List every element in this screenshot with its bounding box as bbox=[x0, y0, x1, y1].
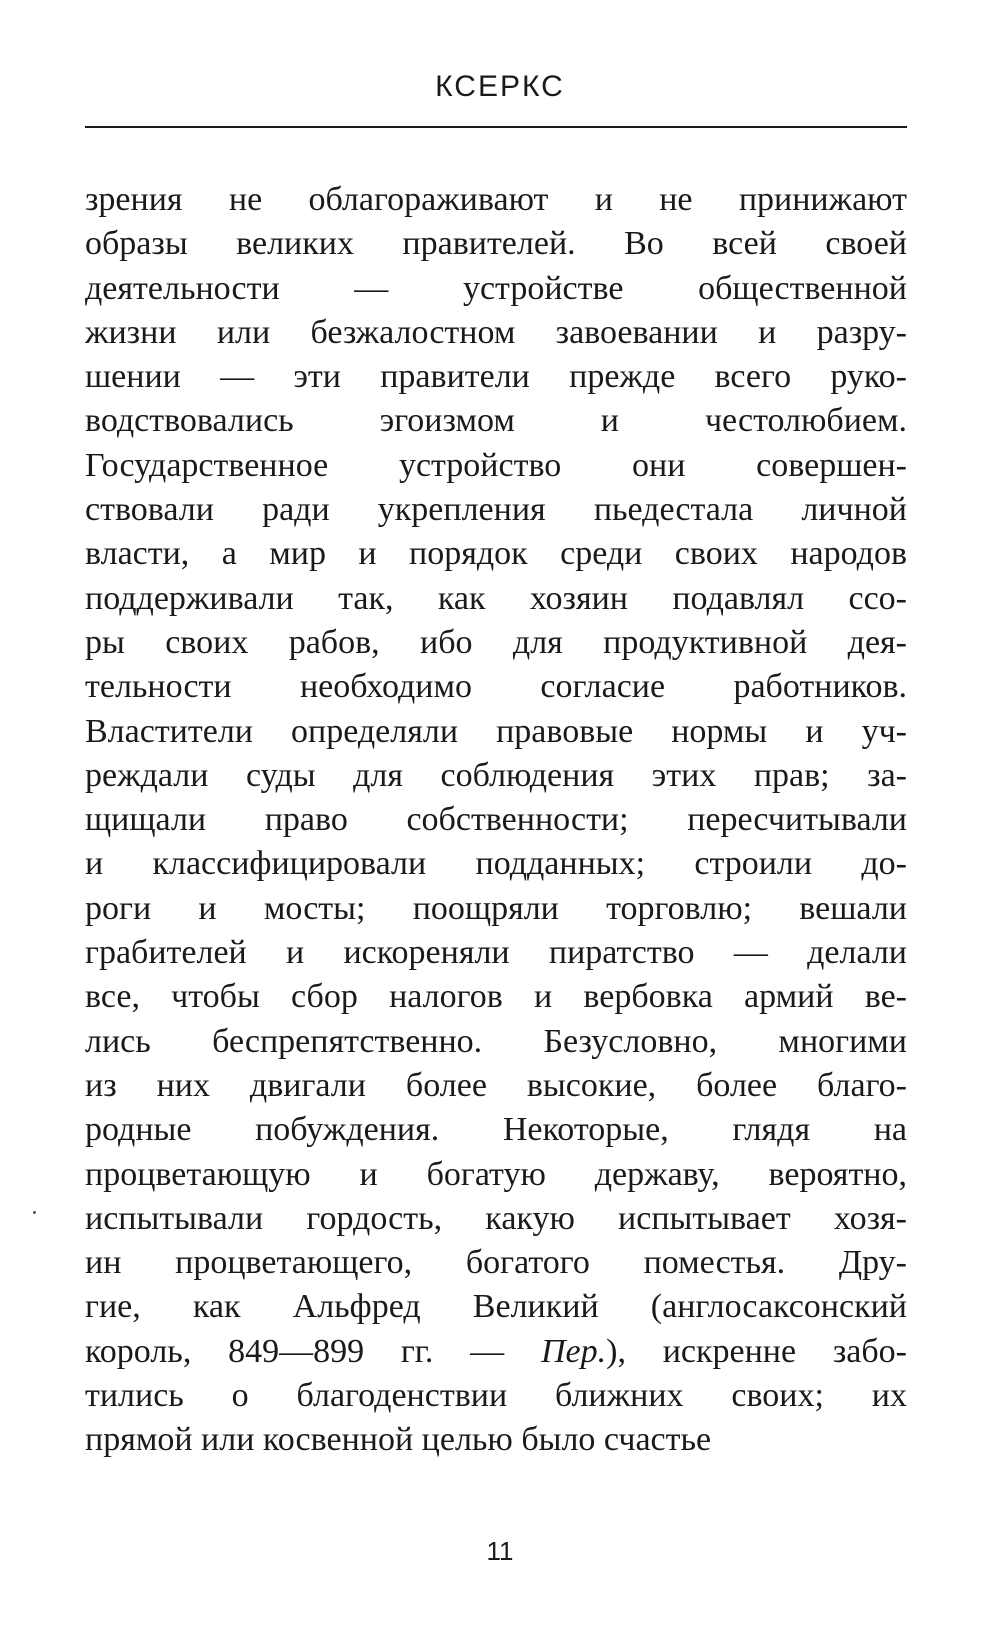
text-line: лись беспрепятственно. Безусловно, многими bbox=[85, 1022, 907, 1060]
text-line: родные побуждения. Некоторые, глядя на bbox=[85, 1111, 907, 1149]
text-line: деятельности — устройстве общественной bbox=[85, 269, 907, 307]
running-title: КСЕРКС bbox=[435, 70, 565, 103]
text-line: процветающую и богатую державу, вероятно, bbox=[85, 1155, 907, 1193]
text-line: все, чтобы сбор налогов и вербовка армий ве- bbox=[85, 978, 907, 1016]
text-line: зрения не облагораживают и не принижают bbox=[85, 181, 907, 218]
text-segment: ), искренне забо- bbox=[606, 1332, 907, 1370]
text-line: из них двигали более высокие, более благо- bbox=[85, 1066, 907, 1104]
text-line: образы великих правителей. Во всей своей bbox=[85, 225, 907, 263]
text-line: водствовались эгоизмом и честолюбием. bbox=[85, 402, 907, 440]
text-line: ствовали ради укрепления пьедестала личной bbox=[85, 491, 907, 529]
text-line: шении — эти правители прежде всего руко- bbox=[85, 358, 907, 396]
text-line: роги и мосты; поощряли торговлю; вешали bbox=[85, 889, 907, 927]
print-speck bbox=[33, 1211, 36, 1214]
text-line: грабителей и искореняли пиратство — делали bbox=[85, 934, 907, 972]
text-line: тельности необходимо согласие работников. bbox=[85, 668, 907, 706]
text-line: Властители определяли правовые нормы и уч- bbox=[85, 712, 907, 750]
header-rule bbox=[85, 126, 907, 128]
text-line-with-italic bbox=[85, 1330, 907, 1374]
text-line: ин процветающего, богатого поместья. Дру- bbox=[85, 1244, 907, 1282]
body-text bbox=[85, 178, 907, 1463]
text-line: Государственное устройство они совершен- bbox=[85, 446, 907, 484]
text-line: власти, а мир и порядок среди своих народов bbox=[85, 535, 907, 573]
text-line: и классифицировали подданных; строили до- bbox=[85, 845, 907, 883]
text-line: реждали суды для соблюдения этих прав; за- bbox=[85, 756, 907, 794]
text-line: ры своих рабов, ибо для продуктивной дея- bbox=[85, 623, 907, 661]
text-line: жизни или безжалостном завоевании и разру- bbox=[85, 313, 907, 351]
text-line: щищали право собственности; пересчитывали bbox=[85, 801, 907, 839]
text-line: тились о благоденствии ближних своих; их bbox=[85, 1377, 907, 1415]
text-line: гие, как Альфред Великий (англосаксонский bbox=[85, 1288, 907, 1326]
translator-note-italic: Пер. bbox=[540, 1332, 607, 1370]
text-line: прямой или косвенной целью было счастье bbox=[85, 1421, 712, 1459]
text-line: испытывали гордость, какую испытывает хозя- bbox=[85, 1199, 907, 1237]
text-segment: король, 849—899 гг. — bbox=[85, 1332, 541, 1370]
page-number: 11 bbox=[486, 1536, 514, 1566]
text-line: поддерживали так, как хозяин подавлял ссо- bbox=[85, 579, 907, 617]
